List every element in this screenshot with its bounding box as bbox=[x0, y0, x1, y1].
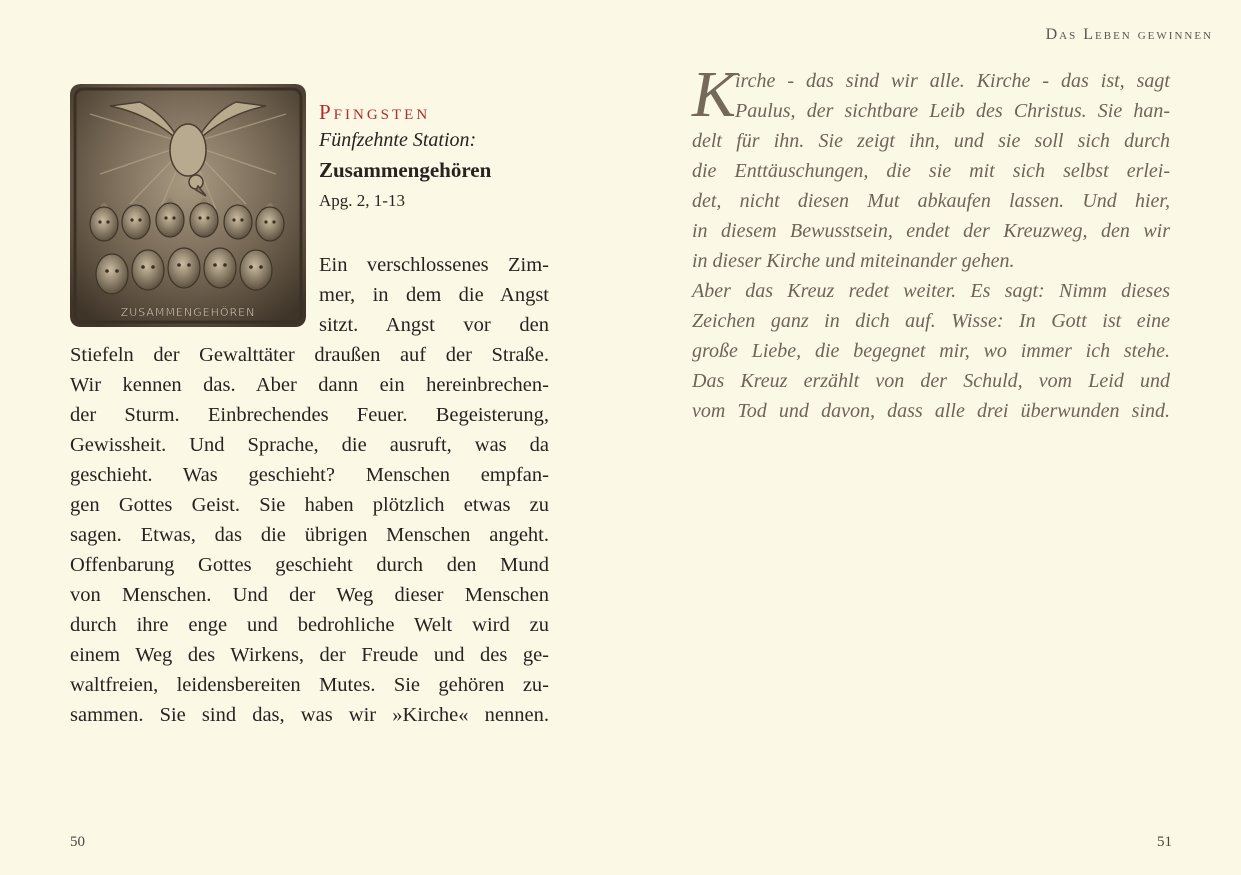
text-line: det, nicht diesen Mut abkaufen lassen. Und hier, bbox=[692, 190, 1170, 212]
text-line: in dieser Kirche und miteinander gehen. bbox=[692, 250, 1015, 272]
text-line: gen Gottes Geist. Sie haben plötzlich etwas zu bbox=[70, 494, 549, 516]
scripture-reference: Apg. 2, 1-13 bbox=[319, 191, 405, 210]
page-number-right: 51 bbox=[1157, 834, 1172, 850]
text-line: durch ihre enge und bedrohliche Welt wird zu bbox=[70, 614, 549, 636]
text-line: Wir kennen das. Aber dann ein hereinbrechen- bbox=[70, 374, 549, 396]
text-line: delt für ihn. Sie zeigt ihn, und sie soll sich durch bbox=[692, 130, 1170, 152]
text-line: der Sturm. Einbrechendes Feuer. Begeisterung, bbox=[70, 404, 549, 426]
right-page bbox=[620, 0, 1241, 875]
text-line: in diesem Bewusstsein, endet der Kreuzweg, den wir bbox=[692, 220, 1170, 242]
station-heading bbox=[319, 98, 559, 217]
text-line: vom Tod und davon, dass alle drei überwunden sind. bbox=[692, 400, 1170, 422]
text-line: waltfreien, leidensbereiten Mutes. Sie gehören zu- bbox=[70, 674, 549, 696]
station-title: Pfingsten bbox=[319, 100, 431, 124]
left-page bbox=[0, 0, 620, 875]
relief-inscription: ZUSAMMENGEHÖREN bbox=[120, 306, 256, 319]
text-line: mer, in dem die Angst bbox=[319, 284, 549, 306]
drop-cap: K bbox=[692, 58, 737, 131]
text-line: Gewissheit. Und Sprache, die ausruft, was da bbox=[70, 434, 549, 456]
text-line: von Menschen. Und der Weg dieser Menschen bbox=[70, 584, 549, 606]
station-name: Zusammengehören bbox=[319, 158, 492, 182]
text-line: große Liebe, die begegnet mir, wo immer ich stehe. bbox=[692, 340, 1170, 362]
text-line: Stiefeln der Gewalttäter draußen auf der Straße. bbox=[70, 344, 549, 366]
running-header: Das Leben gewinnen bbox=[1045, 26, 1213, 43]
text-line: sammen. Sie sind das, was wir »Kirche« nennen. bbox=[70, 704, 549, 726]
text-line: geschieht. Was geschieht? Menschen empfan- bbox=[70, 464, 549, 486]
station-subtitle: Fünfzehnte Station: bbox=[319, 129, 477, 151]
text-line: Paulus, der sichtbare Leib des Christus. Sie han- bbox=[735, 100, 1170, 122]
text-line: einem Weg des Wirkens, der Freude und des ge- bbox=[70, 644, 549, 666]
text-line: sitzt. Angst vor den bbox=[319, 314, 549, 336]
text-line: Das Kreuz erzählt von der Schuld, vom Leid und bbox=[692, 370, 1170, 392]
page-number-left: 50 bbox=[70, 834, 85, 850]
text-line: irche - das sind wir alle. Kirche - das ist, sagt bbox=[735, 70, 1170, 92]
text-line: sagen. Etwas, das die übrigen Menschen angeht. bbox=[70, 524, 549, 546]
text-line: Zeichen ganz in dich auf. Wisse: In Gott ist eine bbox=[692, 310, 1170, 332]
bronze-relief-image bbox=[70, 84, 306, 327]
text-line: Offenbarung Gottes geschieht durch den Mund bbox=[70, 554, 549, 576]
text-line: die Enttäuschungen, die sie mit sich selbst erlei- bbox=[692, 160, 1170, 182]
text-line: Ein verschlossenes Zim- bbox=[319, 254, 549, 276]
text-line: Aber das Kreuz redet weiter. Es sagt: Nimm dieses bbox=[692, 280, 1170, 302]
